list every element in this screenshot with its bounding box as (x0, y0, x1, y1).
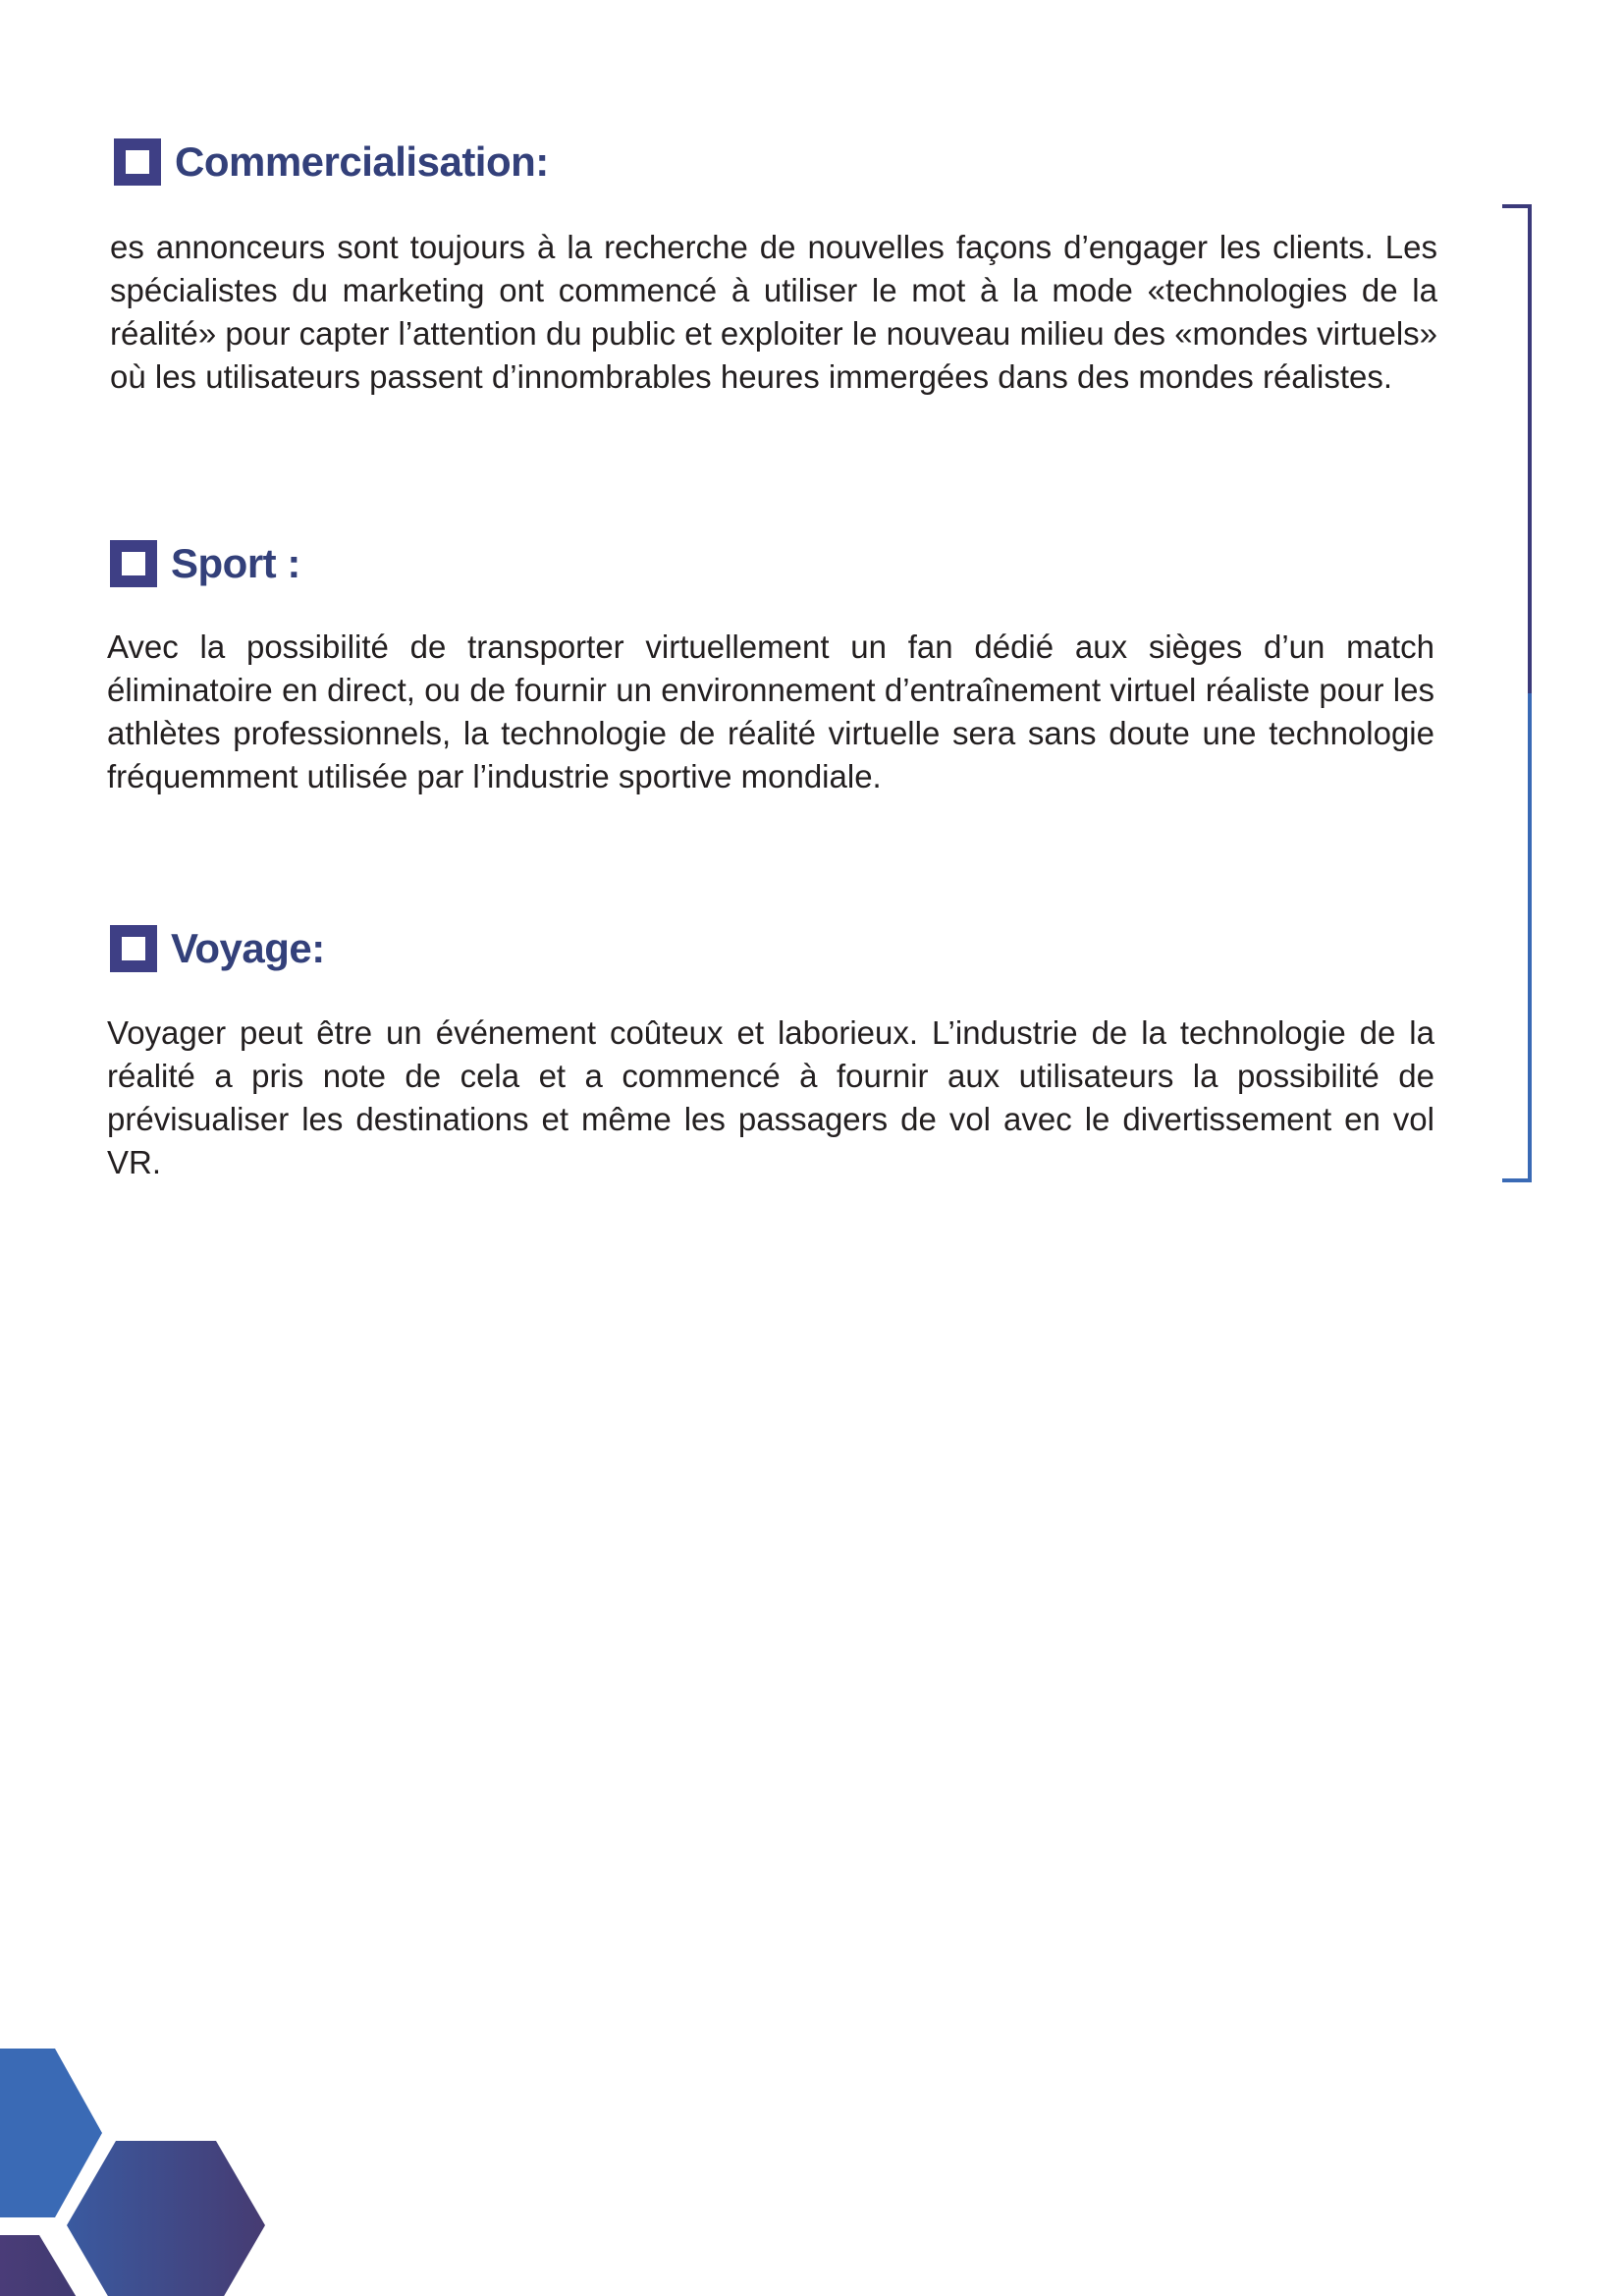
square-bullet-icon (114, 138, 161, 186)
section-title: Voyage: (171, 925, 325, 971)
hexagon-purple (0, 2235, 86, 2296)
section-heading-commercialisation (114, 137, 549, 188)
section-title: Commercialisation: (175, 138, 549, 185)
section-paragraph-voyage: Voyager peut être un événement coûteux et laborieux. L’industrie de la technologie de la réalité a pris note de cela et a commencé à fournir aux utilisateurs la possibilité de prévisualiser les destinations et même les passagers de vol avec le divertissement en vol VR. (107, 1014, 1434, 1180)
section-title: Sport : (171, 540, 300, 586)
section-paragraph-sport: Avec la possibilité de transporter virtuellement un fan dédié aux sièges d’un match éliminatoire en direct, ou de fournir un environnement d’entraînement virtuel réaliste pour les athlètes professionnels, la technologie de réalité virtuelle sera sans doute une technologie fréquemment utilisée par l’industrie sportive mondiale. (107, 629, 1434, 794)
hexagon-decoration (0, 2043, 285, 2296)
section-paragraph-commercialisation: es annonceurs sont toujours à la recherche de nouvelles façons d’engager les clients. Les spécialistes du marketing ont commencé à utiliser le mot à la mode «technologies de la réalité» pour capter l’attention du public et exploiter le nouveau milieu des «mondes virtuels» où les utilisateurs passent d’innombrables heures immergées dans des mondes réalistes. (110, 229, 1437, 395)
square-bullet-icon (110, 925, 157, 972)
section-heading-voyage (110, 923, 325, 974)
section-heading-sport (110, 538, 300, 589)
hexagon-navy (67, 2141, 265, 2296)
decorative-bracket (1502, 204, 1532, 1182)
square-bullet-icon (110, 540, 157, 587)
